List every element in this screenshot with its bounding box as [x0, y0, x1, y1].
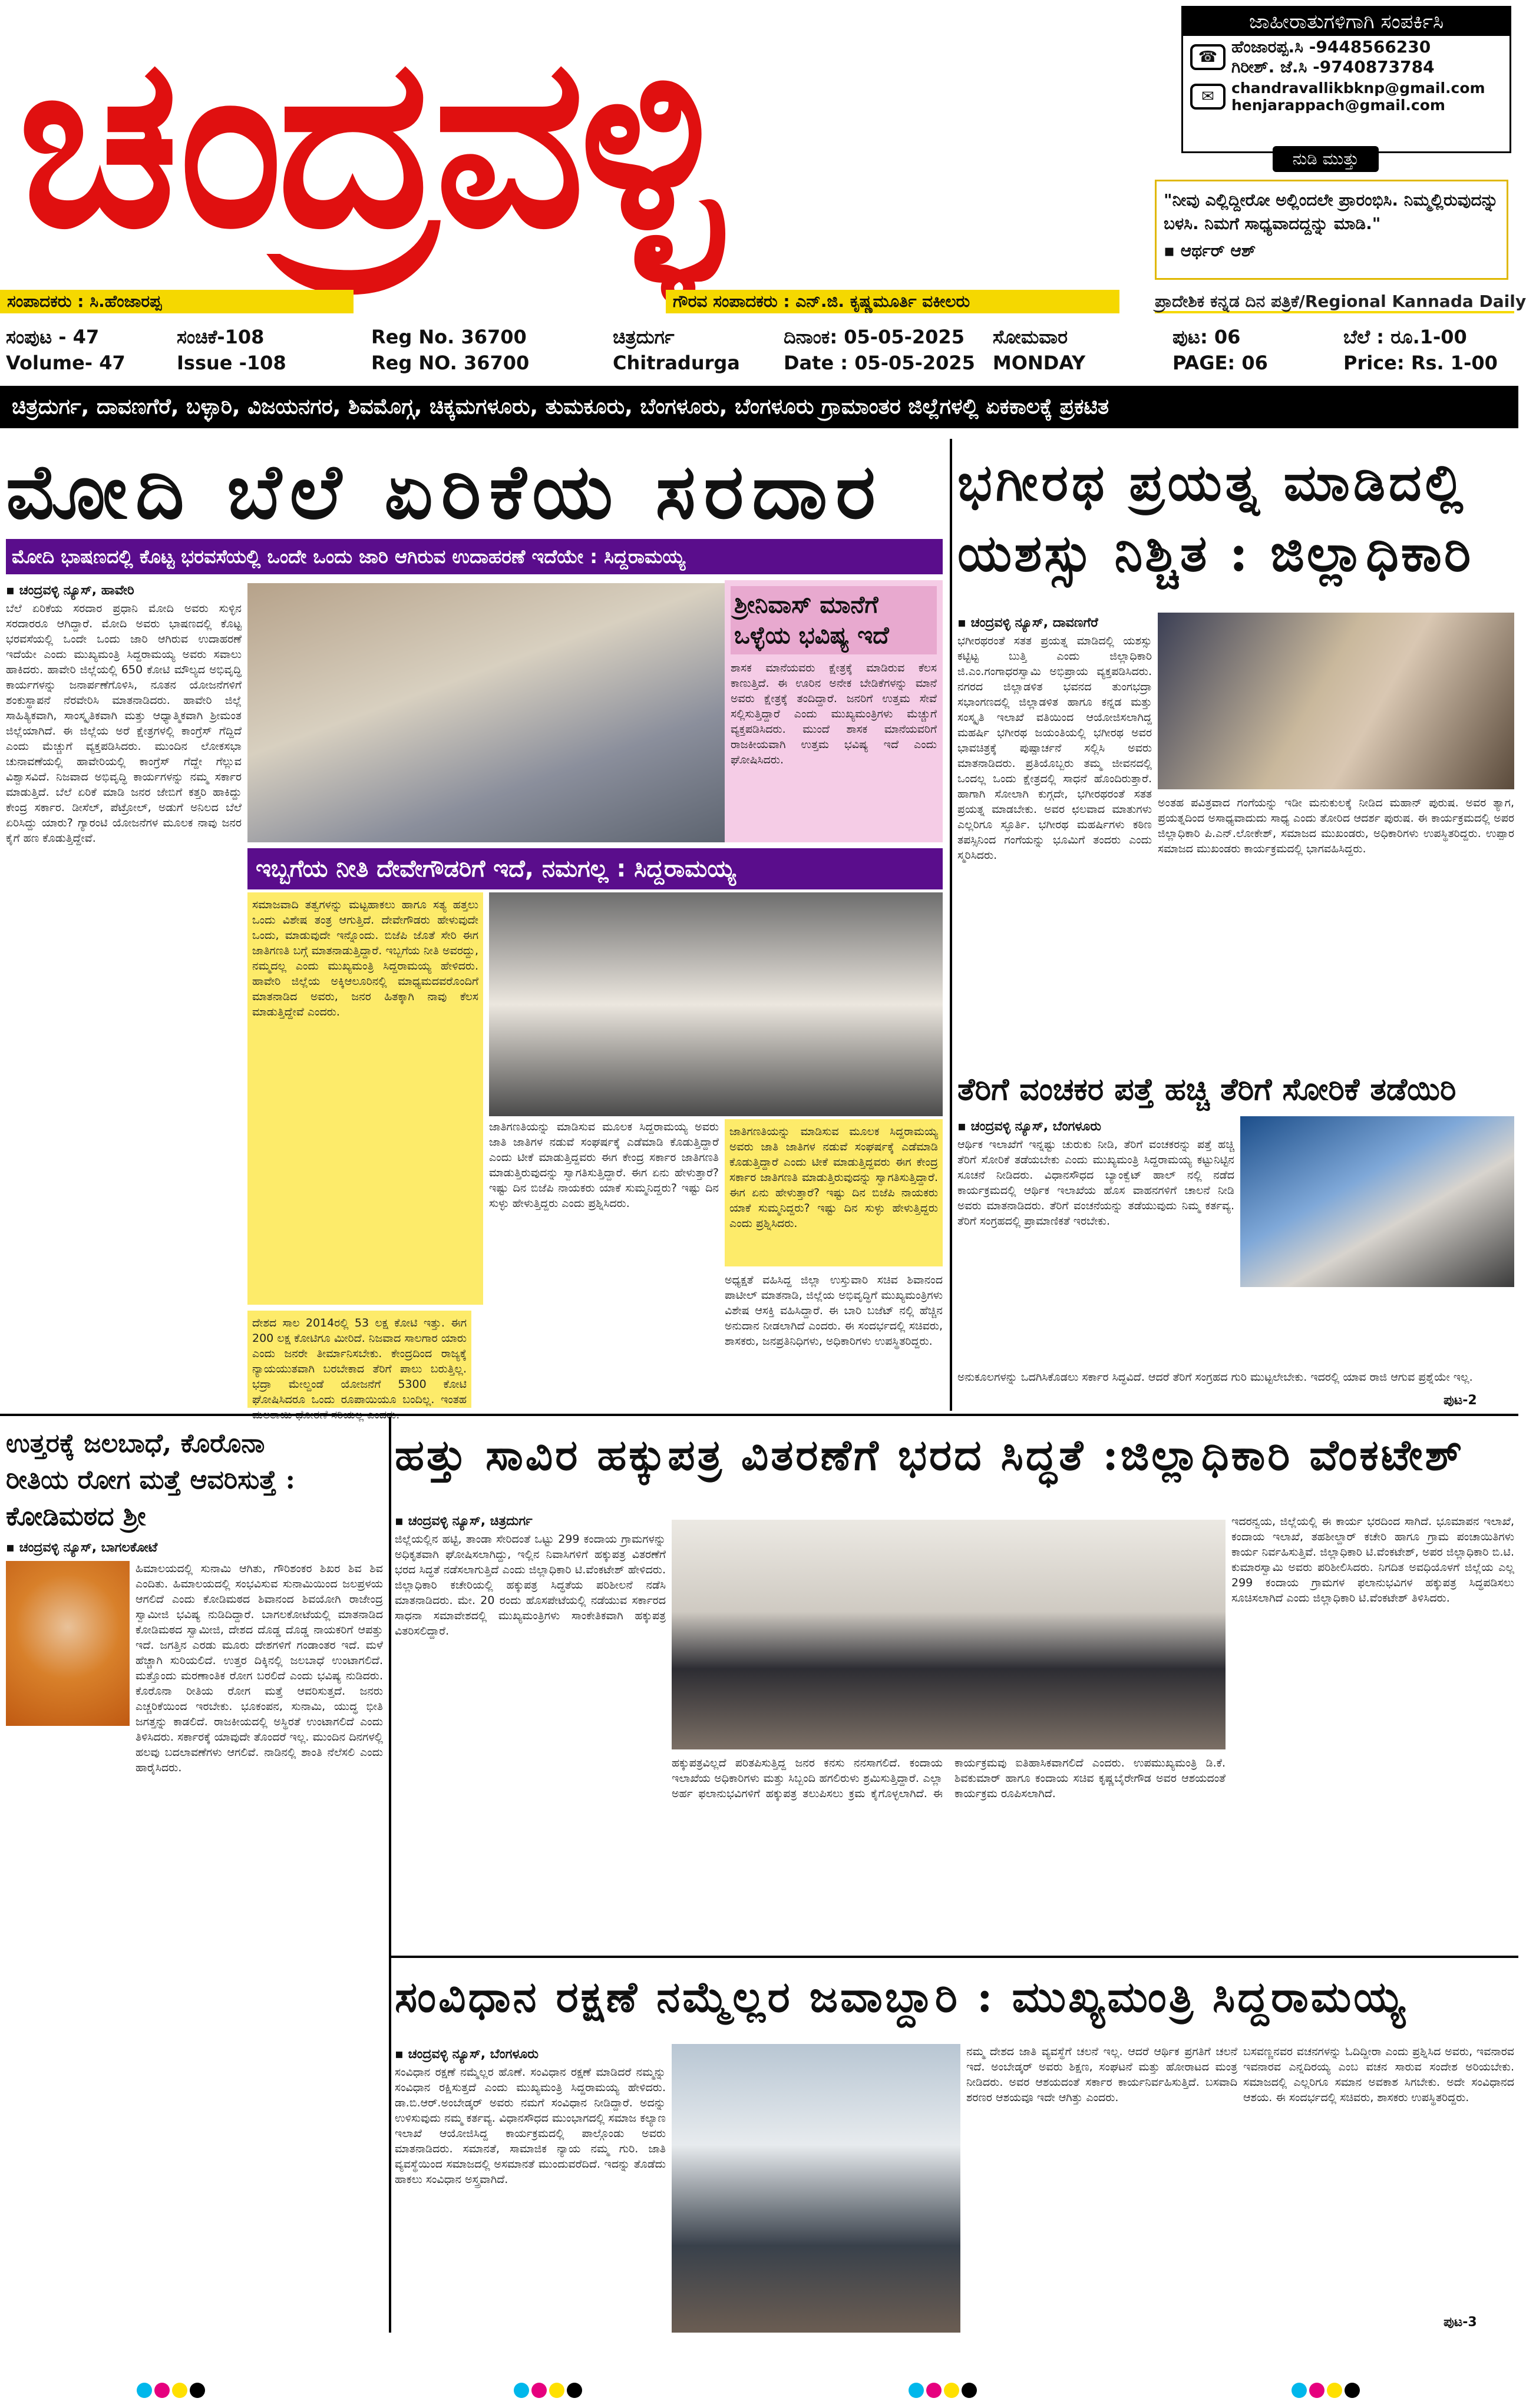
story4-headline-l2: ರೀತಿಯ ರೋಗ ಮತ್ತೆ ಆವರಿಸುತ್ತೆ :	[6, 1465, 295, 1495]
issue-en: Issue -108	[177, 352, 286, 374]
quote-author: ▪ ಆರ್ಥರ್ ಆಶ್	[1164, 241, 1256, 260]
registration-dot	[137, 2383, 152, 2398]
editor-label: ಸಂಪಾದಕರು : ಸಿ.ಹೆಂಜಾರಪ್ಪ	[0, 290, 354, 313]
column-divider	[950, 439, 952, 1411]
phone-number-2: ಗಿರೀಶ್. ಜೆ.ಸಿ -9740873784	[1231, 57, 1435, 77]
story3-headline: ತೆರಿಗೆ ವಂಚಕರ ಪತ್ತೆ ಹಚ್ಚಿ ತೆರಿಗೆ ಸೋರಿಕೆ ತಡೆಯಿರಿ	[957, 1071, 1456, 1107]
city-kn: ಚಿತ್ರದುರ್ಗ	[613, 326, 675, 348]
registration-dot	[549, 2383, 564, 2398]
reg-no-1: Reg No. 36700	[371, 326, 527, 348]
story6-photo	[672, 2044, 960, 2333]
story6-continued: ಪುಟ-3	[1444, 2315, 1477, 2330]
story2-headline-2: ಯಶಸ್ಸು ನಿಶ್ಚಿತ : ಜಿಲ್ಲಾಧಿಕಾರಿ	[957, 524, 1474, 583]
story1-body: ಬೆಲೆ ಏರಿಕೆಯ ಸರದಾರ ಪ್ರಧಾನಿ ಮೋದಿ ಅವರು ಸುಳ್ಳಿನ ಸರದಾರರೂ ಆಗಿದ್ದಾರೆ. ಮೋದಿ ಅವರು ಭಾಷಣದಲ್ಲಿ ಕೊಟ್ಟ ಭರವಸೆಯಲ್ಲಿ ಒಂದೇ ಒಂದು ಜಾರಿ ಆಗಿರುವ ಉದಾಹರಣೆ ಇದೆಯೇ ಎಂದು ಮುಖ್ಯಮಂತ್ರಿ ಸಿದ್ದರಾಮಯ್ಯ ಅವರು ಸವಾಲು ಹಾಕಿದರು. ಹಾವೇರಿ ಜಿಲ್ಲೆಯಲ್ಲಿ 650 ಕೋಟಿ ಮೌಲ್ಯದ ಅಭಿವೃದ್ಧಿ ಕಾರ್ಯಗಳನ್ನು ಜನಾರ್ಪಣೆಗೊಳಿಸಿ, ನೂತನ ಯೋಜನೆಗಳಿಗೆ ಶಂಕುಸ್ಥಾಪನೆ ನೆರವೇರಿಸಿ ಮಾತನಾಡಿದರು. ಹಾವೇರಿ ಜಿಲ್ಲೆ ಸಾಹಿತ್ಯಿಕವಾಗಿ, ಸಾಂಸ್ಕೃತಿಕವಾಗಿ ಮತ್ತು ಆಧ್ಯಾತ್ಮಿಕವಾಗಿ ಶ್ರೀಮಂತ ಜಿಲ್ಲೆಯಾಗಿದೆ. ಈ ಜಿಲ್ಲೆಯ ಅರೆ ಕ್ಷೇತ್ರಗಳಲ್ಲಿ ಕಾಂಗ್ರೆಸ್ ಗೆದ್ದಿದೆ ಎಂದು ಮೆಚ್ಚುಗೆ ವ್ಯಕ್ತಪಡಿಸಿದರು. ಮುಂದಿನ ಲೋಕಸಭಾ ಚುನಾವಣೆಯಲ್ಲಿ ಹಾವೇರಿಯಲ್ಲಿ ಕಾಂಗ್ರೆಸ್ ಗೆದ್ದೇ ಗೆಲ್ಲುವ ವಿಶ್ವಾಸವಿದೆ. ನಿಜವಾದ ಅಭಿವೃದ್ಧಿ ಕಾರ್ಯಗಳನ್ನು ನಮ್ಮ ಸರ್ಕಾರ ಮಾಡುತ್ತಿದೆ. ಬೆಲೆ ಏರಿಕೆ ಮಾಡಿ ಜನರ ಜೇಬಿಗೆ ಕತ್ತರಿ ಹಾಕಿದ್ದು ಕೇಂದ್ರ ಸರ್ಕಾರ. ಡೀಸೆಲ್, ಪೆಟ್ರೋಲ್, ಅಡುಗೆ ಅನಿಲದ ಬೆಲೆ ಏರಿಸಿದ್ದು ಯಾರು? ಗ್ಯಾರಂಟಿ ಯೋಜನೆಗಳ ಮೂಲಕ ನಾವು ಜನರ ಕೈಗೆ ಹಣ ಕೊಡುತ್ತಿದ್ದೇವೆ.	[6, 602, 242, 845]
story1-yellow-right	[725, 1119, 943, 1266]
hon-editor-label: ಗೌರವ ಸಂಪಾದಕರು : ಎನ್.ಜಿ. ಕೃಷ್ಣಮೂರ್ತಿ ವಕೀಲರು	[666, 290, 1119, 313]
date-kn: ದಿನಾಂಕ: 05-05-2025	[784, 326, 965, 348]
story1-box-cont	[247, 1311, 471, 1408]
story2-headline-1: ಭಗೀರಥ ಪ್ರಯತ್ನ ಮಾಡಿದಲ್ಲಿ	[957, 453, 1467, 512]
price-en: Price: Rs. 1-00	[1343, 352, 1498, 374]
registration-marks-1	[136, 2383, 206, 2400]
registration-dot	[190, 2383, 205, 2398]
phone-row	[1183, 36, 1510, 78]
email-2[interactable]: henjarappach@gmail.com	[1231, 97, 1445, 114]
registration-dot	[514, 2383, 529, 2398]
registration-dot	[567, 2383, 582, 2398]
page-kn: ಪುಟ: 06	[1172, 326, 1241, 348]
story3-col1: ಆರ್ಥಿಕ ಇಲಾಖೆಗೆ ಇನ್ನಷ್ಟು ಚುರುಕು ನೀಡಿ, ತೆರಿಗೆ ವಂಚಕರನ್ನು ಪತ್ತೆ ಹಚ್ಚಿ ತೆರಿಗೆ ಸೋರಿಕೆ ತಡೆಯಬೇಕು ಎಂದು ಮುಖ್ಯಮಂತ್ರಿ ಸಿದ್ದರಾಮಯ್ಯ ಕಟ್ಟುನಿಟ್ಟಿನ ಸೂಚನೆ ನೀಡಿದರು. ವಿಧಾನಸೌಧದ ಬ್ಯಾಂಕ್ವೆಟ್ ಹಾಲ್ ನಲ್ಲಿ ನಡೆದ ಕಾರ್ಯಕ್ರಮದಲ್ಲಿ ಆರ್ಥಿಕ ಇಲಾಖೆಯ ಹೊಸ ವಾಹನಗಳಿಗೆ ಚಾಲನೆ ನೀಡಿ ಅವರು ಮಾತನಾಡಿದರು. ತೆರಿಗೆ ವಂಚನೆಯನ್ನು ತಡೆಯುವುದು ನಿಮ್ಮ ಕರ್ತವ್ಯ. ತೆರಿಗೆ ಸಂಗ್ರಹದಲ್ಲಿ ಪ್ರಾಮಾಣಿಕತೆ ಇರಬೇಕು.	[957, 1138, 1234, 1228]
horizontal-divider-1	[0, 1414, 1518, 1416]
registration-marks-4	[1290, 2383, 1361, 2400]
registration-dot	[531, 2383, 547, 2398]
registration-dot	[926, 2383, 942, 2398]
story1-body4: ಅಧ್ಯಕ್ಷತೆ ವಹಿಸಿದ್ದ ಜಿಲ್ಲಾ ಉಸ್ತುವಾರಿ ಸಚಿವ ಶಿವಾನಂದ ಪಾಟೀಲ್ ಮಾತನಾಡಿ, ಜಿಲ್ಲೆಯ ಅಭಿವೃದ್ಧಿಗೆ ಮುಖ್ಯಮಂತ್ರಿಗಳು ವಿಶೇಷ ಆಸಕ್ತಿ ವಹಿಸಿದ್ದಾರೆ. ಈ ಬಾರಿ ಬಜೆಟ್ ನಲ್ಲಿ ಹೆಚ್ಚಿನ ಅನುದಾನ ನೀಡಲಾಗಿದೆ ಎಂದರು. ಈ ಸಂದರ್ಭದಲ್ಲಿ ಸಚಿವರು, ಶಾಸಕರು, ಜನಪ್ರತಿನಿಧಿಗಳು, ಅಧಿಕಾರಿಗಳು ಉಪಸ್ಥಿತರಿದ್ದರು.	[725, 1274, 943, 1348]
horizontal-divider-2	[391, 1956, 1518, 1958]
story1-headline: ಮೋದಿ ಬೆಲೆ ಏರಿಕೆಯ ಸರದಾರ	[6, 448, 884, 536]
registration-marks-3	[907, 2383, 978, 2400]
day-kn: ಸೋಮವಾರ	[992, 326, 1068, 348]
registration-marks-2	[513, 2383, 583, 2400]
email-1[interactable]: chandravallikbknp@gmail.com	[1231, 80, 1485, 97]
story1-col4	[725, 1272, 943, 1408]
registration-dot	[154, 2383, 170, 2398]
registration-dot	[944, 2383, 959, 2398]
story1-body2: ದೇಶದ ಸಾಲ 2014ರಲ್ಲಿ 53 ಲಕ್ಷ ಕೋಟಿ ಇತ್ತು. ಈಗ 200 ಲಕ್ಷ ಕೋಟಿಗೂ ಮೀರಿದೆ. ನಿಜವಾದ ಸಾಲಗಾರ ಯಾರು ಎಂದು ಜನರೇ ತೀರ್ಮಾನಿಸಬೇಕು. ಕೇಂದ್ರದಿಂದ ರಾಜ್ಯಕ್ಕೆ ನ್ಯಾಯಯುತವಾಗಿ ಬರಬೇಕಾದ ತೆರಿಗೆ ಪಾಲು ಬರುತ್ತಿಲ್ಲ. ಭದ್ರಾ ಮೇಲ್ದಂಡೆ ಯೋಜನೆಗೆ 5300 ಕೋಟಿ ಘೋಷಿಸಿದರೂ ಒಂದು ರೂಪಾಯಿಯೂ ಬಂದಿಲ್ಲ. ಇಂತಹ	[252, 1317, 467, 1406]
story1-box-photo	[489, 892, 943, 1116]
story1-body3: ಜಾತಿಗಣತಿಯನ್ನು ಮಾಡಿಸುವ ಮೂಲಕ ಸಿದ್ದರಾಮಯ್ಯ ಅವರು ಜಾತಿ ಜಾತಿಗಳ ನಡುವೆ ಸಂಘರ್ಷಕ್ಕೆ ಎಡೆಮಾಡಿ ಕೊಡುತ್ತಿದ್ದಾರೆ ಎಂದು ಟೀಕೆ ಮಾಡುತ್ತಿದ್ದವರು ಈಗ ಕೇಂದ್ರ ಸರ್ಕಾರ ಜಾತಿಗಣತಿ ಮಾಡುತ್ತಿರುವುದನ್ನು ಸ್ವಾಗತಿಸುತ್ತಿದ್ದಾರೆ. ಈಗ ಏನು ಹೇಳುತ್ತಾರೆ? ಇಷ್ಟು ದಿನ ಬಿಜೆಪಿ ನಾಯಕರು ಯಾಕೆ ಸುಮ್ಮನಿದ್ದರು? ಇಷ್ಟು ದಿನ ಸುಳ್ಳು ಹೇಳುತ್ತಿದ್ದರು ಎಂದು ಪ್ರಶ್ನಿಸಿದರು.	[729, 1125, 938, 1230]
story1-col3	[489, 1119, 719, 1408]
registration-dot	[1309, 2383, 1324, 2398]
page-en: PAGE: 06	[1172, 352, 1268, 374]
story1-deck: ಮೋದಿ ಭಾಷಣದಲ್ಲಿ ಕೊಟ್ಟ ಭರವಸೆಯಲ್ಲಿ ಒಂದೇ ಒಂದು ಜಾರಿ ಆಗಿರುವ ಉದಾಹರಣೆ ಇದೆಯೇ : ಸಿದ್ದರಾಮಯ್ಯ	[6, 539, 943, 574]
story5-headline: ಹತ್ತು ಸಾವಿರ ಹಕ್ಕುಪತ್ರ ವಿತರಣೆಗೆ ಭರದ ಸಿದ್ಧತೆ :ಜಿಲ್ಲಾಧಿಕಾರಿ ವೆಂಕಟೇಶ್	[395, 1430, 1465, 1480]
story5-col1: ಜಿಲ್ಲೆಯಲ್ಲಿನ ಹಟ್ಟಿ, ತಾಂಡಾ ಸೇರಿದಂತೆ ಒಟ್ಟು 299 ಕಂದಾಯ ಗ್ರಾಮಗಳನ್ನು ಅಧಿಕೃತವಾಗಿ ಘೋಷಿಸಲಾಗಿದ್ದು, ಇಲ್ಲಿನ ನಿವಾಸಿಗಳಿಗೆ ಹಕ್ಕುಪತ್ರ ವಿತರಣೆಗೆ ಭರದ ಸಿದ್ಧತೆ ನಡೆಸಲಾಗುತ್ತಿದೆ ಎಂದು ಜಿಲ್ಲಾಧಿಕಾರಿ ಟಿ.ವೆಂಕಟೇಶ್ ಹೇಳಿದರು. ಜಿಲ್ಲಾಧಿಕಾರಿ ಕಚೇರಿಯಲ್ಲಿ ಹಕ್ಕುಪತ್ರ ಸಿದ್ಧತೆಯ ಪರಿಶೀಲನೆ ನಡೆಸಿ ಮಾತನಾಡಿದರು. ಮೇ. 20 ರಂದು ಹೊಸಪೇಟೆಯಲ್ಲಿ ನಡೆಯುವ ಸರ್ಕಾರದ ಸಾಧನಾ ಸಮಾವೇಶದಲ್ಲಿ ಮುಖ್ಯಮಂತ್ರಿಗಳು ಸಾಂಕೇತಿಕವಾಗಿ ಹಕ್ಕುಪತ್ರ ವಿತರಿಸಲಿದ್ದಾರೆ.	[395, 1533, 666, 1638]
story1-col1	[6, 601, 242, 1408]
registration-dot	[962, 2383, 977, 2398]
story4-headline-l3: ಕೋಡಿಮಠದ ಶ್ರೀ	[6, 1501, 146, 1532]
story1-box-text	[247, 892, 483, 1305]
story6-col3: ಬಸವಣ್ಣನವರ ವಚನಗಳನ್ನು ಓದಿದ್ದೀರಾ ಎಂದು ಪ್ರಶ್ನಿಸಿದ ಅವರು, ಇವನಾರವ ಇವನಾರವ ಎನ್ನದಿರಯ್ಯ ಎಂಬ ವಚನ ಸಾರುವ ಸಂದೇಶ ಅರಿಯಬೇಕು. ಸಮಾಜದಲ್ಲಿ ಎಲ್ಲರಿಗೂ ಸಮಾನ ಅವಕಾಶ ಸಿಗಬೇಕು. ಅದೇ ಸಂವಿಧಾನದ ಆಶಯ. ಈ ಸಂದರ್ಭದಲ್ಲಿ ಸಚಿವರು, ಶಾಸಕರು ಉಪಸ್ಥಿತರಿದ್ದರು.	[1243, 2045, 1514, 2104]
story2-col1: ಭಗೀರಥರಂತೆ ಸತತ ಪ್ರಯತ್ನ ಮಾಡಿದಲ್ಲಿ ಯಶಸ್ಸು ಕಟ್ಟಿಟ್ಟ ಬುತ್ತಿ ಎಂದು ಜಿಲ್ಲಾಧಿಕಾರಿ ಜಿ.ಎಂ.ಗಂಗಾಧರಸ್ವಾಮಿ ಅಭಿಪ್ರಾಯ ವ್ಯಕ್ತಪಡಿಸಿದರು. ನಗರದ ಜಿಲ್ಲಾಡಳಿತ ಭವನದ ತುಂಗಭದ್ರಾ ಸಭಾಂಗಣದಲ್ಲಿ ಜಿಲ್ಲಾಡಳಿತ ಹಾಗೂ ಕನ್ನಡ ಮತ್ತು ಸಂಸ್ಕೃತಿ ಇಲಾಖೆ ವತಿಯಿಂದ ಆಯೋಜಿಸಲಾಗಿದ್ದ ಮಹರ್ಷಿ ಭಗೀರಥ ಜಯಂತಿಯಲ್ಲಿ ಭಗೀರಥ ಅವರ ಭಾವಚಿತ್ರಕ್ಕೆ ಪುಷ್ಪಾರ್ಚನೆ ಸಲ್ಲಿಸಿ ಅವರು ಮಾತನಾಡಿದರು. ಪ್ರತಿಯೊಬ್ಬರು ತಮ್ಮ ಜೀವನದಲ್ಲಿ ಒಂದಲ್ಲ ಒಂದು ಕ್ಷೇತ್ರದಲ್ಲಿ ಸಾಧನೆ ಹೊಂದಿರುತ್ತಾರೆ. ಹಾಗಾಗಿ ಸೋಲಾಗಿ ಕುಗ್ಗದೇ, ಭಗೀರಥರಂತೆ ಸತತ ಪ್ರಯತ್ನ ಮಾಡಬೇಕು. ಅವರ ಛಲವಾದ ಮಾತುಗಳು ಎಲ್ಲರಿಗೂ ಸ್ಫೂರ್ತಿ. ಭಗೀರಥ ಮಹರ್ಷಿಗಳು ಕಠಿಣ ತಪಸ್ಸಿನಿಂದ ಗಂಗೆಯನ್ನು ಭೂಮಿಗೆ ತಂದರು ಎಂದು ಸ್ಮರಿಸಿದರು.	[957, 634, 1152, 862]
story1-byline: ▪ ಚಂದ್ರವಳ್ಳಿ ನ್ಯೂಸ್, ಹಾವೇರಿ	[6, 583, 134, 598]
story1-side-body: ಶಾಸಕ ಮಾನೆಯವರು ಕ್ಷೇತ್ರಕ್ಕೆ ಮಾಡಿರುವ ಕೆಲಸ ಕಾಣುತ್ತಿದೆ. ಈ ಊರಿನ ಅನೇಕ ಬೇಡಿಕೆಗಳನ್ನು ಮಾನೆ ಅವರು ಕ್ಷೇತ್ರಕ್ಕೆ ತಂದಿದ್ದಾರೆ. ಜನರಿಗೆ ಉತ್ತಮ ಸೇವೆ ಸಲ್ಲಿಸುತ್ತಿದ್ದಾರೆ ಎಂದು ಮುಖ್ಯಮಂತ್ರಿಗಳು ಮೆಚ್ಚುಗೆ ವ್ಯಕ್ತಪಡಿಸಿದರು. ಮುಂದೆ ಶಾಸಕ ಮಾನೆಯವರಿಗೆ ರಾಜಕೀಯವಾಗಿ ಉತ್ತಮ ಭವಿಷ್ಯ ಇದೆ ಎಂದು ಘೋಷಿಸಿದರು.	[731, 661, 937, 766]
story6-byline: ▪ ಚಂದ್ರವಳ್ಳಿ ನ್ಯೂಸ್, ಬೆಂಗಳೂರು	[395, 2047, 539, 2062]
story2-col2: ಅಂತಹ ಪವಿತ್ರವಾದ ಗಂಗೆಯನ್ನು ಇಡೀ ಮನುಕುಲಕ್ಕೆ ನೀಡಿದ ಮಹಾನ್ ಪುರುಷ. ಅವರ ತ್ಯಾಗ, ಪ್ರಯತ್ನದಿಂದ ಅಸಾಧ್ಯವಾದುದು ಸಾಧ್ಯ ಎಂದು ತೋರಿದ ಆದರ್ಶ ಪುರುಷ. ಈ ಕಾರ್ಯಕ್ರಮದಲ್ಲಿ ಅಪರ ಜಿಲ್ಲಾಧಿಕಾರಿ ಪಿ.ಎನ್.ಲೋಕೇಶ್, ಸಮಾಜದ ಮುಖಂಡರು, ಅಧಿಕಾರಿಗಳು ಉಪಸ್ಥಿತರಿದ್ದರು. ಉಪ್ಪಾರ ಸಮಾಜದ ಮುಖಂಡರು ಕಾರ್ಯಕ್ರಮದಲ್ಲಿ ಭಾಗವಹಿಸಿದ್ದರು.	[1158, 796, 1514, 855]
city-en: Chitradurga	[613, 352, 740, 374]
ad-contact-box	[1181, 6, 1511, 153]
day-en: MONDAY	[992, 352, 1086, 374]
story5-photo	[672, 1520, 1226, 1749]
registration-dot	[172, 2383, 187, 2398]
phone-icon: ☎	[1190, 44, 1226, 70]
story5-byline: ▪ ಚಂದ್ರವಳ್ಳಿ ನ್ಯೂಸ್, ಚಿತ್ರದುರ್ಗ	[395, 1514, 533, 1529]
story4-photo	[6, 1561, 130, 1726]
story1-side-box	[725, 580, 943, 842]
issue-kn: ಸಂಚಿಕೆ-108	[177, 326, 265, 348]
quote-box	[1155, 180, 1508, 280]
story5-col3: ಇದರನ್ವಯ, ಜಿಲ್ಲೆಯಲ್ಲಿ ಈ ಕಾರ್ಯ ಭರದಿಂದ ಸಾಗಿದೆ. ಭೂಮಾಪನ ಇಲಾಖೆ, ಕಂದಾಯ ಇಲಾಖೆ, ತಹಶೀಲ್ದಾರ್ ಕಚೇರಿ ಹಾಗೂ ಗ್ರಾಮ ಪಂಚಾಯಿತಿಗಳು ಕಾರ್ಯ ನಿರ್ವಹಿಸುತ್ತಿವೆ. ಜಿಲ್ಲಾಧಿಕಾರಿ ಟಿ.ವೆಂಕಟೇಶ್, ಅಪರ ಜಿಲ್ಲಾಧಿಕಾರಿ ಬಿ.ಟಿ. ಕುಮಾರಸ್ವಾಮಿ ಅವರು ಪರಿಶೀಲಿಸಿದರು. ನಿಗದಿತ ಅವಧಿಯೊಳಗೆ ಜಿಲ್ಲೆಯ ಎಲ್ಲ 299 ಕಂದಾಯ ಗ್ರಾಮಗಳ ಫಲಾನುಭವಿಗಳ ಹಕ್ಕುಪತ್ರ ಸಿದ್ಧಪಡಿಸಲು ಸೂಚಿಸಲಾಗಿದೆ ಎಂದು ಜಿಲ್ಲಾಧಿಕಾರಿ ಟಿ.ವೆಂಕಟೇಶ್ ತಿಳಿಸಿದರು.	[1231, 1515, 1514, 1605]
story1-box-headline: ಇಬ್ಬಗೆಯ ನೀತಿ ದೇವೇಗೌಡರಿಗೆ ಇದೆ, ನಮಗಲ್ಲ : ಸಿದ್ದರಾಮಯ್ಯ	[247, 848, 943, 889]
story6-headline: ಸಂವಿಧಾನ ರಕ್ಷಣೆ ನಮ್ಮೆಲ್ಲರ ಜವಾಬ್ದಾರಿ : ಮುಖ್ಯಮಂತ್ರಿ ಸಿದ್ದರಾಮಯ್ಯ	[395, 1972, 1408, 2022]
story1-photo	[247, 583, 725, 842]
story6-col2: ನಮ್ಮ ದೇಶದ ಜಾತಿ ವ್ಯವಸ್ಥೆಗೆ ಚಲನೆ ಇಲ್ಲ. ಆದರೆ ಆರ್ಥಿಕ ಪ್ರಗತಿಗೆ ಚಲನೆ ಇದೆ. ಅಂಬೇಡ್ಕರ್ ಅವರು ಶಿಕ್ಷಣ, ಸಂಘಟನೆ ಮತ್ತು ಹೋರಾಟದ ಮಂತ್ರ ನೀಡಿದರು. ಅವರ ಆಶಯದಂತೆ ಸರ್ಕಾರ ಕಾರ್ಯನಿರ್ವಹಿಸುತ್ತಿದೆ. ಬಸವಾದಿ ಶರಣರ ಆಶಯವೂ ಇದೇ ಆಗಿತ್ತು ಎಂದರು.	[966, 2045, 1237, 2104]
story6-col1: ಸಂವಿಧಾನ ರಕ್ಷಣೆ ನಮ್ಮೆಲ್ಲರ ಹೊಣೆ. ಸಂವಿಧಾನ ರಕ್ಷಣೆ ಮಾಡಿದರೆ ನಮ್ಮನ್ನು ಸಂವಿಧಾನ ರಕ್ಷಿಸುತ್ತದೆ ಎಂದು ಮುಖ್ಯಮಂತ್ರಿ ಸಿದ್ದರಾಮಯ್ಯ ಹೇಳಿದರು. ಡಾ.ಬಿ.ಆರ್.ಅಂಬೇಡ್ಕರ್ ಅವರು ನಮಗೆ ಸಂವಿಧಾನ ನೀಡಿದ್ದಾರೆ. ಅದನ್ನು ಉಳಿಸುವುದು ನಮ್ಮ ಕರ್ತವ್ಯ. ವಿಧಾನಸೌಧದ ಮುಂಭಾಗದಲ್ಲಿ ಸಮಾಜ ಕಲ್ಯಾಣ ಇಲಾಖೆ ಆಯೋಜಿಸಿದ್ದ ಕಾರ್ಯಕ್ರಮದಲ್ಲಿ ಪಾಲ್ಗೊಂಡು ಅವರು ಮಾತನಾಡಿದರು. ಸಮಾನತೆ, ಸಾಮಾಜಿಕ ನ್ಯಾಯ ನಮ್ಮ ಗುರಿ. ಜಾತಿ ವ್ಯವಸ್ಥೆಯಿಂದ ಸಮಾಜದಲ್ಲಿ ಅಸಮಾನತೆ ಮುಂದುವರೆದಿದೆ. ಇದನ್ನು ತೊಡೆದು ಹಾಕಲು ಸಂವಿಧಾನ ಅಸ್ತ್ರವಾಗಿದೆ.	[395, 2066, 666, 2186]
email-row	[1183, 78, 1510, 115]
story5-col1b	[395, 1917, 666, 1947]
story2-photo	[1158, 613, 1514, 789]
registration-dot	[909, 2383, 924, 2398]
story2-byline: ▪ ಚಂದ್ರವಳ್ಳಿ ನ್ಯೂಸ್, ದಾವಣಗೆರೆ	[957, 616, 1098, 630]
registration-dot	[1345, 2383, 1360, 2398]
districts-banner: ಚಿತ್ರದುರ್ಗ, ದಾವಣಗೆರೆ, ಬಳ್ಳಾರಿ, ವಿಜಯನಗರ, ಶಿವಮೊಗ್ಗ, ಚಿಕ್ಕಮಗಳೂರು, ತುಮಕೂರು, ಬೆಂಗಳೂರು, ಬೆಂಗಳೂರು ಗ್ರಾಮಾಂತರ ಜಿಲ್ಲೆಗಳಲ್ಲಿ ಏಕಕಾಲಕ್ಕೆ ಪ್ರಕಟಿತ	[0, 386, 1518, 428]
registration-dot	[1327, 2383, 1342, 2398]
ad-contact-header: ಜಾಹೀರಾತುಗಳಿಗಾಗಿ ಸಂಪರ್ಕಿಸಿ	[1183, 8, 1510, 36]
column-divider-2	[389, 1417, 391, 2333]
masthead-title: ಚಂದ್ರವಳ್ಳಿ	[18, 3, 717, 280]
tagline: ಪ್ರಾದೇಶಿಕ ಕನ್ನಡ ದಿನ ಪತ್ರಿಕೆ/Regional Kannada Daily	[1155, 290, 1514, 313]
story4-headline-l1: ಉತ್ತರಕ್ಕೆ ಜಲಬಾಧೆ, ಕೊರೊನಾ	[6, 1428, 265, 1458]
story3-photo	[1240, 1116, 1514, 1287]
story3-continued: ಪುಟ-2	[1444, 1393, 1477, 1408]
story5-col2: ಹಕ್ಕುಪತ್ರವಿಲ್ಲದೆ ಪರಿತಪಿಸುತ್ತಿದ್ದ ಜನರ ಕನಸು ನನಸಾಗಲಿದೆ. ಕಂದಾಯ ಇಲಾಖೆಯ ಅಧಿಕಾರಿಗಳು ಮತ್ತು ಸಿಬ್ಬಂದಿ ಹಗಲಿರುಳು ಶ್ರಮಿಸುತ್ತಿದ್ದಾರೆ. ಎಲ್ಲಾ ಅರ್ಹ ಫಲಾನುಭವಿಗಳಿಗೆ ಹಕ್ಕುಪತ್ರ ತಲುಪಿಸಲು ಕ್ರಮ ಕೈಗೊಳ್ಳಲಾಗಿದೆ. ಈ ಕಾರ್ಯಕ್ರಮವು ಐತಿಹಾಸಿಕವಾಗಲಿದೆ ಎಂದರು. ಉಪಮುಖ್ಯಮಂತ್ರಿ ಡಿ.ಕೆ. ಶಿವಕುಮಾರ್ ಹಾಗೂ ಕಂದಾಯ ಸಚಿವ ಕೃಷ್ಣಬೈರೇಗೌಡ ಅವರ ಆಶಯದಂತೆ ಕಾರ್ಯಕ್ರಮ ರೂಪಿಸಲಾಗಿದೆ.	[672, 1757, 1226, 1800]
price-kn: ಬೆಲೆ : ರೂ.1-00	[1343, 326, 1467, 348]
issue-info-bar	[0, 324, 1518, 377]
quote-text: "ನೀವು ಎಲ್ಲಿದ್ದೀರೋ ಅಲ್ಲಿಂದಲೇ ಪ್ರಾರಂಭಿಸಿ. ನಿಮ್ಮಲ್ಲಿರುವುದನ್ನು ಬಳಸಿ. ನಿಮಗೆ ಸಾಧ್ಯವಾದದ್ದನ್ನು ಮಾಡಿ."	[1164, 190, 1498, 233]
mail-icon: ✉	[1190, 84, 1226, 110]
phone-number-1: ಹೆಂಜಾರಪ್ಪ.ಸಿ -9448566230	[1231, 37, 1431, 57]
registration-dot	[1292, 2383, 1307, 2398]
volume-kn: ಸಂಪುಟ - 47	[6, 326, 100, 348]
story4-body: ಹಿಮಾಲಯದಲ್ಲಿ ಸುನಾಮಿ ಆಗಿತು, ಗೌರಿಶಂಕರ ಶಿಖರ ಶಿವ ಶಿವ ಎಂದಿತು. ಹಿಮಾಲಯದಲ್ಲಿ ಸಂಭವಿಸುವ ಸುನಾಮಿಯಿಂದ ಜಲಪ್ರಳಯ ಆಗಲಿದೆ ಎಂದು ಕೋಡಿಮಠದ ಶಿವಾನಂದ ಶಿವಯೋಗಿ ರಾಜೇಂದ್ರ ಸ್ವಾಮೀಜಿ ಭವಿಷ್ಯ ನುಡಿದಿದ್ದಾರೆ. ಬಾಗಲಕೋಟೆಯಲ್ಲಿ ಮಾತನಾಡಿದ ಕೋಡಿಮಠದ ಸ್ವಾಮೀಜಿ, ದೇಶದ ದೊಡ್ಡ ದೊಡ್ಡ ನಾಯಕರಿಗೆ ಆಪತ್ತು ಇದೆ. ಜಗತ್ತಿನ ಎರಡು ಮೂರು ದೇಶಗಳಿಗೆ ಗಂಡಾಂತರ ಇದೆ. ಮಳೆ ಹೆಚ್ಚಾಗಿ ಸುರಿಯಲಿದೆ. ಉತ್ತರ ದಿಕ್ಕಿನಲ್ಲಿ ಜಲಬಾಧೆ ಉಂಟಾಗಲಿದೆ. ಮತ್ತೊಂದು ಮರಣಾಂತಿಕ ರೋಗ ಬರಲಿದೆ ಎಂದು ಭವಿಷ್ಯ ನುಡಿದರು. ಕೊರೊನಾ ರೀತಿಯ ರೋಗ ಮತ್ತೆ ಆವರಿಸುತ್ತದೆ. ಜನರು ಎಚ್ಚರಿಕೆಯಿಂದ ಇರಬೇಕು. ಭೂಕಂಪನ, ಸುನಾಮಿ, ಯುದ್ಧ ಭೀತಿ ಜಗತ್ತನ್ನು ಕಾಡಲಿದೆ. ರಾಜಕೀಯದಲ್ಲಿ ಅಸ್ಥಿರತೆ ಉಂಟಾಗಲಿದೆ ಎಂದು ತಿಳಿಸಿದರು. ಸರ್ಕಾರಕ್ಕೆ ಯಾವುದೇ ತೊಂದರೆ ಇಲ್ಲ. ಮುಂದಿನ ದಿನಗಳಲ್ಲಿ ಹಲವು ಬದಲಾವಣೆಗಳು ಆಗಲಿವೆ. ನಾಡಿನಲ್ಲಿ ಶಾಂತಿ ನೆಲೆಸಲಿ ಎಂದು ಹಾರೈಸಿದರು.	[136, 1562, 383, 1774]
story1-byline-wrap	[6, 583, 242, 598]
story1-side-headline: ಶ್ರೀನಿವಾಸ್ ಮಾನೆಗೆ ಒಳ್ಳೆಯ ಭವಿಷ್ಯ ಇದೆ	[731, 586, 937, 654]
story4-byline: ▪ ಚಂದ್ರವಳ್ಳಿ ನ್ಯೂಸ್, ಬಾಗಲಕೋಟೆ	[6, 1540, 158, 1555]
date-en: Date : 05-05-2025	[784, 352, 975, 374]
nudi-muttu-label: ನುಡಿ ಮುತ್ತು	[1273, 146, 1379, 172]
story3-byline: ▪ ಚಂದ್ರವಳ್ಳಿ ನ್ಯೂಸ್, ಬೆಂಗಳೂರು	[957, 1119, 1101, 1134]
reg-no-2: Reg NO. 36700	[371, 352, 530, 374]
volume-en: Volume- 47	[6, 352, 125, 374]
story1-body3-repeat: ಜಾತಿಗಣತಿಯನ್ನು ಮಾಡಿಸುವ ಮೂಲಕ ಸಿದ್ದರಾಮಯ್ಯ ಅವರು ಜಾತಿ ಜಾತಿಗಳ ನಡುವೆ ಸಂಘರ್ಷಕ್ಕೆ ಎಡೆಮಾಡಿ ಕೊಡುತ್ತಿದ್ದಾರೆ ಎಂದು ಟೀಕೆ ಮಾಡುತ್ತಿದ್ದವರು ಈಗ ಕೇಂದ್ರ ಸರ್ಕಾರ ಜಾತಿಗಣತಿ ಮಾಡುತ್ತಿರುವುದನ್ನು ಸ್ವಾಗತಿಸುತ್ತಿದ್ದಾರೆ. ಈಗ ಏನು ಹೇಳುತ್ತಾರೆ? ಇಷ್ಟು ದಿನ ಬಿಜೆಪಿ ನಾಯಕರು ಯಾಕೆ ಸುಮ್ಮನಿದ್ದರು? ಇಷ್ಟು ದಿನ ಸುಳ್ಳು ಹೇಳುತ್ತಿದ್ದರು ಎಂದು ಪ್ರಶ್ನಿಸಿದರು.	[489, 1120, 719, 1210]
story1-box-body: ಸಮಾಜವಾದಿ ತತ್ವಗಳನ್ನು ಮಟ್ಟಹಾಕಲು ಹಾಗೂ ಸತ್ಯ ಹತ್ತಲು ಒಂದು ವಿಶೇಷ ತಂತ್ರ ಆಗುತ್ತಿದೆ. ದೇವೇಗೌಡರು ಹೇಳುವುದೇ ಒಂದು, ಮಾಡುವುದೇ ಇನ್ನೊಂದು. ಬಿಜೆಪಿ ಜೊತೆ ಸೇರಿ ಈಗ ಜಾತಿಗಣತಿ ಬಗ್ಗೆ ಮಾತನಾಡುತ್ತಿದ್ದಾರೆ. ಇಬ್ಬಗೆಯ ನೀತಿ ಅವರದ್ದು, ನಮ್ಮದಲ್ಲ ಎಂದು ಮುಖ್ಯಮಂತ್ರಿ ಸಿದ್ದರಾಮಯ್ಯ ಹೇಳಿದರು. ಹಾವೇರಿ ಜಿಲ್ಲೆಯ ಅಕ್ಕಿಆಲೂರಿನಲ್ಲಿ ಮಾಧ್ಯಮದವರೊಂದಿಗೆ ಮಾತನಾಡಿದ ಅವರು, ಜನರ ಹಿತಕ್ಕಾಗಿ ನಾವು ಕೆಲಸ ಮಾಡುತ್ತಿದ್ದೇವೆ ಎಂದರು.	[252, 898, 478, 1018]
story3-body2: ಅನುಕೂಲಗಳನ್ನು ಒದಗಿಸಿಕೊಡಲು ಸರ್ಕಾರ ಸಿದ್ಧವಿದೆ. ಆದರೆ ತೆರಿಗೆ ಸಂಗ್ರಹದ ಗುರಿ ಮುಟ್ಟಲೇಬೇಕು. ಇದರಲ್ಲಿ ಯಾವ ರಾಜಿ ಆಗುವ ಪ್ರಶ್ನೆಯೇ ಇಲ್ಲ.	[957, 1371, 1473, 1384]
